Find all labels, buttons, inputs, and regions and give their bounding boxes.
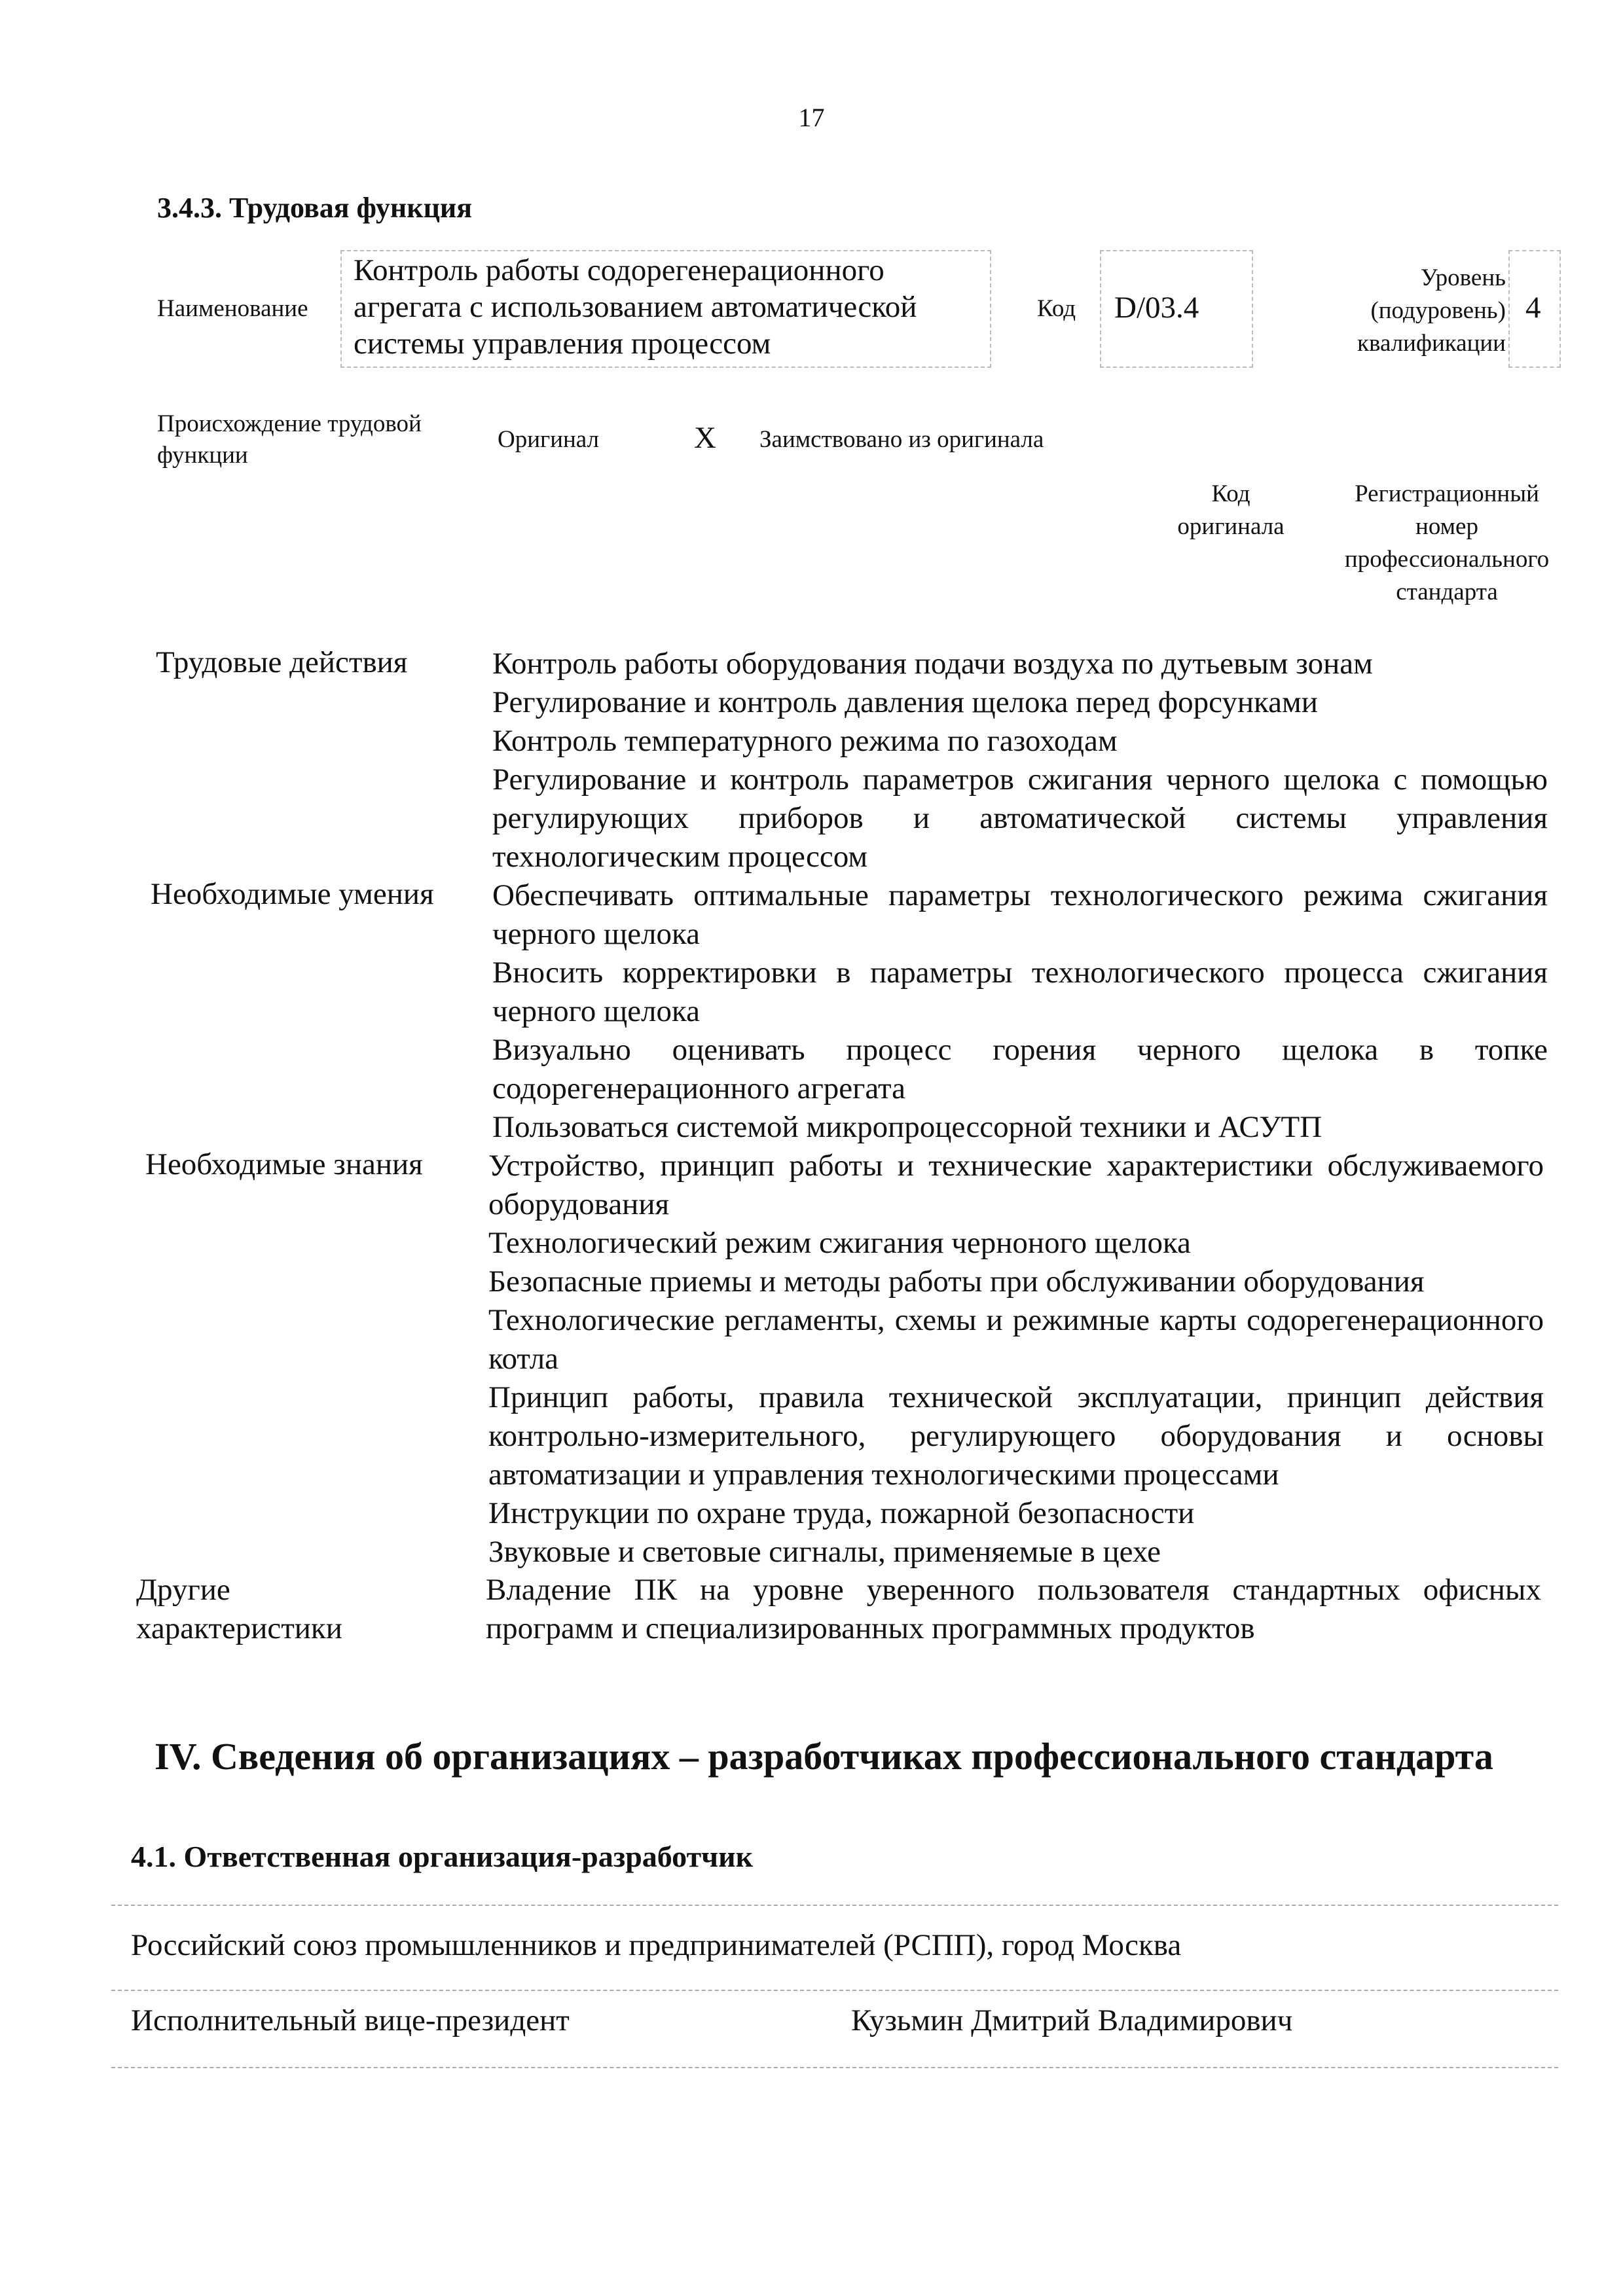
origin-original: Оригинал (498, 426, 600, 453)
list-item: Контроль температурного режима по газоходам (492, 724, 1118, 758)
code-label: Код (1037, 295, 1076, 322)
list-item: Пользоваться системой микропроцессорной техники и АСУТП (492, 1110, 1322, 1144)
list-item: Технологические регламенты, схемы и режимные карты содорегенерационного котла (488, 1303, 1544, 1376)
reg-number-label: Регистрационный номер профессионального стандарта (1344, 480, 1550, 605)
divider (111, 2067, 1558, 2068)
list-item: Контроль работы оборудования подачи воздуха по дутьевым зонам (492, 647, 1373, 681)
divider (111, 1990, 1558, 1991)
level-label: Уровень (подуровень) квалификации (1357, 264, 1506, 357)
knowledge-list (488, 1147, 1544, 1571)
list-item: Вносить корректировки в параметры технологического процесса сжигания черного щелока (492, 956, 1548, 1028)
list-item: Регулирование и контроль параметров сжигания черного щелока с помощью регулирующих приборов и автоматической системы управления технологическим процессом (492, 762, 1548, 874)
list-item: Владение ПК на уровне уверенного пользователя стандартных офисных программ и специализированных программных продуктов (486, 1573, 1541, 1645)
code-original-label: Код оригинала (1177, 480, 1285, 540)
origin-borrowed: Заимствовано из оригинала (759, 426, 1044, 453)
signatory-name: Кузьмин Дмитрий Владимирович (851, 2003, 1293, 2037)
code-value: D/03.4 (1114, 291, 1199, 325)
list-item: Инструкции по охране труда, пожарной безопасности (488, 1496, 1195, 1530)
list-item: Технологический режим сжигания черноного щелока (488, 1226, 1191, 1260)
list-item: Обеспечивать оптимальные параметры технологического режима сжигания черного щелока (492, 878, 1548, 951)
signatory-position: Исполнительный вице-президент (131, 2003, 570, 2037)
origin-label: Происхождение трудовой функции (157, 410, 422, 469)
skills-label: Необходимые умения (151, 877, 434, 911)
labor-actions-list (492, 645, 1548, 876)
labor-actions-label: Трудовые действия (156, 645, 408, 679)
origin-mark: X (694, 421, 716, 455)
list-item: Звуковые и световые сигналы, применяемые в цехе (488, 1535, 1161, 1569)
page-number: 17 (798, 103, 825, 132)
subsection-heading: 4.1. Ответственная организация-разработчик (131, 1840, 754, 1873)
list-item: Безопасные приемы и методы работы при обслуживании оборудования (488, 1265, 1425, 1299)
level-value: 4 (1525, 291, 1541, 325)
chapter-heading: IV. Сведения об организациях – разработчиках профессионального стандарта (155, 1735, 1493, 1778)
other-list (486, 1571, 1541, 1648)
section-title: 3.4.3. Трудовая функция (157, 192, 473, 224)
list-item: Регулирование и контроль давления щелока перед форсунками (492, 685, 1318, 719)
name-label: Наименование (157, 295, 308, 322)
list-item: Визуально оценивать процесс горения черного щелока в топке содорегенерационного агрегата (492, 1033, 1548, 1105)
name-value: Контроль работы содорегенерационного агрегата с использованием автоматической системы управления процессом (354, 253, 917, 361)
skills-list (492, 876, 1548, 1147)
organization-name: Российский союз промышленников и предпринимателей (РСПП), город Москва (131, 1928, 1182, 1962)
other-label: Другие характеристики (136, 1573, 342, 1645)
knowledge-label: Необходимые знания (145, 1147, 423, 1181)
list-item: Принцип работы, правила технической эксплуатации, принцип действия контрольно-измерительного, регулирующего оборудования и основы автоматизации и управления технологическими процессами (488, 1380, 1544, 1492)
list-item: Устройство, принцип работы и технические характеристики обслуживаемого оборудования (488, 1149, 1544, 1221)
divider (111, 1905, 1558, 1906)
